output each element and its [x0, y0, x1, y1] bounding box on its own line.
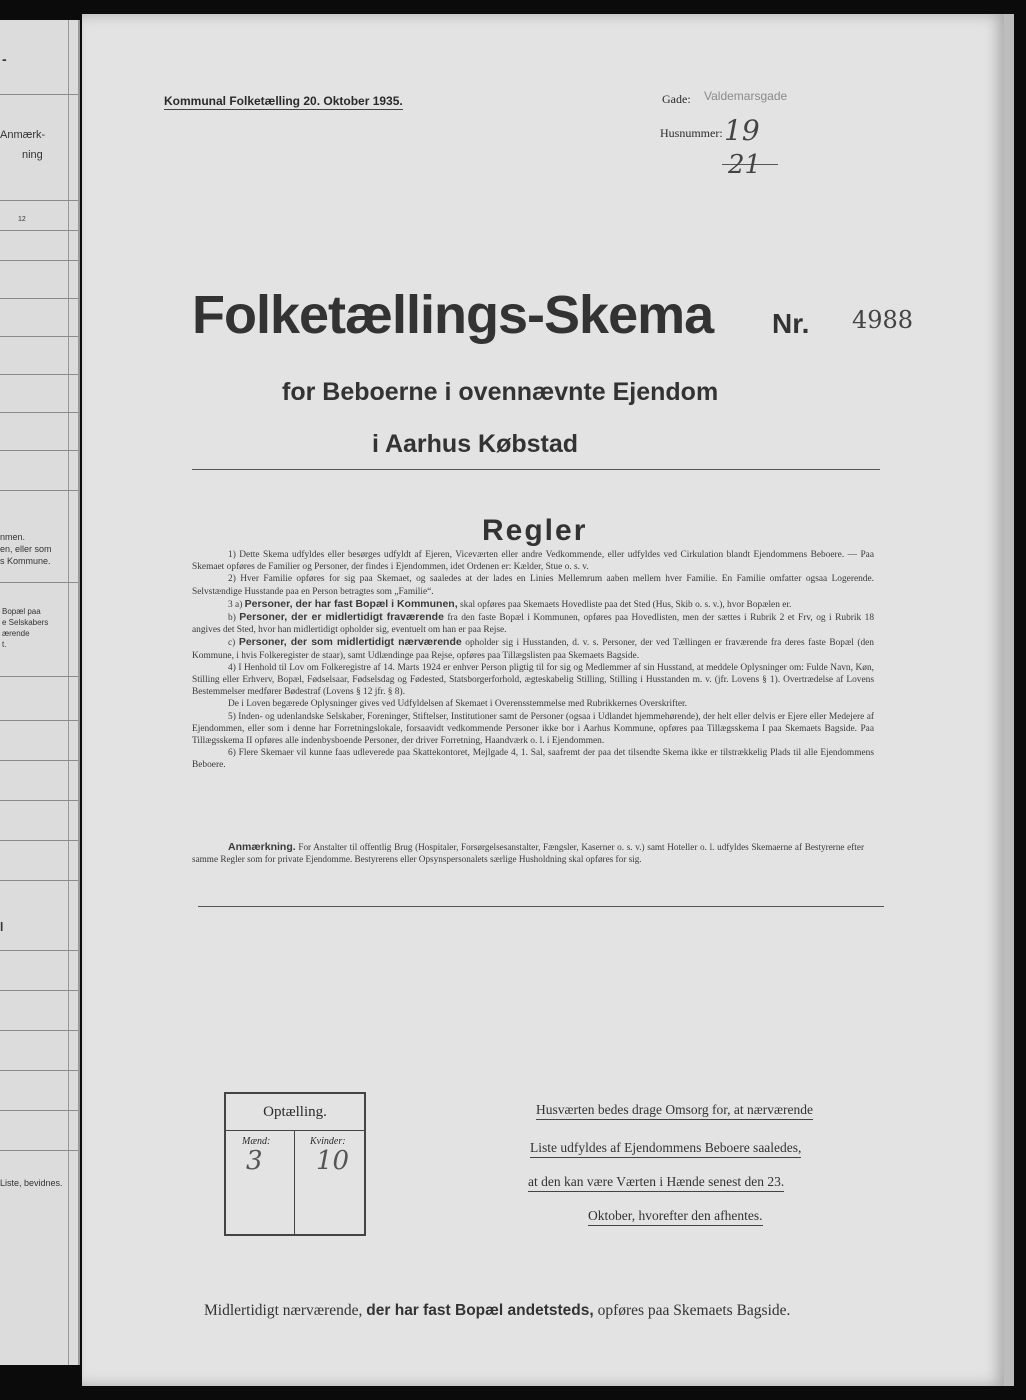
left-rule [0, 336, 78, 337]
rule-paragraph: 6) Flere Skemaer vil kunne faas udleverede paa Skattekontoret, Mejlgade 4, 1. Sal, saafremt der paa det tilsendte Skema ikke er tilstrækkelig Plads til alle Ejendommens Beboere. [192, 748, 874, 771]
left-rule [0, 760, 78, 761]
rule-label: c) [228, 638, 236, 649]
left-fragment: l [0, 920, 4, 934]
left-rule [0, 200, 78, 201]
form-subtitle: for Beboerne i ovennævnte Ejendom [282, 378, 719, 406]
left-rule [0, 230, 78, 231]
left-fragment: en, eller som [0, 544, 52, 554]
form-number-label: Nr. [772, 308, 810, 339]
rule-paragraph: 2) Hver Familie opføres for sig paa Skemaet, og saaledes at der lades en Linies Mellemrum aaben mellem hver Familie. En Familie omfatter ogsaa Logerende. Selvstændige Husstande paa en Person betragtes som „Familie“. [192, 574, 874, 597]
count-box-column-divider [294, 1130, 295, 1234]
house-number-label: Husnummer: [660, 126, 723, 140]
left-rule [0, 1030, 78, 1031]
count-title: Optælling. [263, 1104, 327, 1120]
remark-text: For Anstalter til offentlig Brug (Hospitaler, Forsørgelsesanstalter, Fængsler, Kaserner o. s. v.) samt Hoteller o. l. udfyldes Skemaerne af Bestyrerne efter samme Regler som for private Ejendomme. Bestyrerens eller Opsynspersonalets særlige Husholdning skal opføres for sig. [192, 842, 864, 865]
left-fragment: ærende [2, 629, 30, 638]
left-rule [0, 1070, 78, 1071]
rule-highlight: Personer, der er midlertidigt fraværende [239, 611, 444, 624]
form-number: 4988 [852, 306, 914, 334]
left-rule [0, 950, 78, 951]
landlord-notice-line: at den kan være Værten i Hænde senest den 23. [528, 1174, 784, 1192]
left-remark-heading: Anmærk- [0, 129, 46, 141]
rule-text: opholder sig i Husstanden, d. v. s. Personer, der ved Tællingen er fraværende fra deres faste Bopæl (den Kommune, i hvis Folkeregister de staar), samt Udlændinge paa Rejse, opføres paa Tillægslisten paa Skemaets Bagside. [192, 638, 874, 661]
men-count: 3 [246, 1146, 263, 1176]
left-fragment: e Selskabers [2, 618, 49, 627]
house-number-value: 19 [724, 114, 760, 147]
left-fragment: Bopæl paa [2, 607, 41, 616]
left-rule [0, 1150, 78, 1151]
left-fragment: t. [2, 640, 7, 649]
left-rule [0, 1110, 78, 1111]
rule-paragraph: 1) Dette Skema udfyldes eller besørges udfyldt af Ejeren, Viceværten eller andre Vedkommende, eller udfyldes ved Cirkulation blandt Ejendommens Beboere. — Paa Skemaet opføres de Familier og Personer, der findes i Ejendommen, idet Ordenen er: Kælder, Stue o. s. v. [192, 550, 874, 573]
remark-note [192, 841, 864, 866]
men-label: Mænd: [242, 1136, 271, 1147]
rule-paragraph [192, 598, 874, 611]
rule-text: skal opføres paa Skemaets Hovedliste paa det Sted (Hus, Skib o. s. v.), hvor Bopælen er. [459, 599, 792, 610]
street-label: Gade: [662, 92, 691, 106]
left-rule [0, 450, 78, 451]
count-box-divider [226, 1130, 364, 1131]
landlord-notice-line: Liste udfyldes af Ejendommens Beboere saaledes, [530, 1140, 801, 1158]
rule-text: fra den faste Bopæl i Kommunen, opføres paa Hovedlisten, men der sættes i Rubrik 2 et Frv, og i Rubrik 18 angives det Sted, hvor han midlertidigt opholder sig, eventuelt om han er paa Rejse. [192, 613, 875, 636]
rules-text [192, 549, 874, 772]
rule-paragraph [192, 636, 874, 661]
remark-label: Anmærkning. [228, 841, 296, 853]
landlord-notice-line: Husværten bedes drage Omsorg for, at nærværende [536, 1102, 813, 1120]
left-rule [0, 990, 78, 991]
women-count: 10 [316, 1146, 350, 1176]
rule-highlight: Personer, der som midlertidigt nærværende [238, 636, 462, 649]
women-label: Kvinder: [310, 1136, 346, 1147]
left-fragment: s Kommune. [0, 556, 51, 566]
left-rule [0, 374, 78, 375]
left-rule [0, 490, 78, 491]
form-title: Folketællings-Skema [192, 285, 714, 345]
left-top-mark: - [2, 51, 7, 67]
left-rule [0, 880, 78, 881]
count-box [224, 1092, 366, 1236]
footer-text: Midlertidigt nærværende, [204, 1302, 363, 1319]
page-edge [1004, 14, 1014, 1386]
left-rule [0, 800, 78, 801]
left-rule [0, 260, 78, 261]
left-fragment: nmen. [0, 532, 26, 542]
left-page-fragment [0, 20, 80, 1365]
house-number-value-2: 21 [728, 150, 762, 180]
left-rule [0, 412, 78, 413]
rule-paragraph: De i Loven begærede Oplysninger gives ved Udfyldelsen af Skemaet i Overensstemmelse med Rubrikkernes Overskrifter. [228, 699, 687, 710]
rule-label: b) [228, 613, 236, 624]
rules-heading: Regler [482, 514, 588, 547]
census-heading: Kommunal Folketælling 20. Oktober 1935. [164, 94, 403, 108]
rule-highlight: Personer, der har fast Bopæl i Kommunen, [244, 597, 458, 610]
footer-emphasis: der har fast Bopæl andetsteds, [366, 1302, 594, 1319]
left-rule [0, 720, 78, 721]
street-value: Valdemarsgade [704, 89, 788, 103]
left-rule [0, 676, 78, 677]
landlord-notice-line: Oktober, hvorefter den afhentes. [588, 1208, 763, 1226]
left-page-column-line [68, 20, 69, 1365]
divider-rule [192, 469, 880, 470]
footer-text: opføres paa Skemaets Bagside. [597, 1302, 791, 1319]
form-subtitle-location: i Aarhus Købstad [372, 430, 579, 458]
left-rule [0, 582, 78, 583]
divider-rule [198, 906, 884, 907]
rule-paragraph: 5) Inden- og udenlandske Selskaber, Foreninger, Stiftelser, Institutioner samt de Personer (ogsaa i Udlandet hjemmehørende), der helt eller delvis er Ejere eller Medejere af Ejendommen, eller som i denne har Forretningslokale, forsaavidt vedkommende Personer ikke bor i Aarhus Kommune, opføres paa Tillægsskema I paa Skemaets Bagside. Paa Tillægsskema II opføres alle indenbysboende Personer, der driver Forretning, Haandværk o. l. i Ejendommen. [192, 711, 874, 747]
rule-paragraph: 4) I Henhold til Lov om Folkeregistre af 14. Marts 1924 er enhver Person pligtig til for sig og Medlemmer af sin Husstand, at meddele Oplysninger om: Fulde Navn, Køn, Stilling eller Erhverv, Bopæl, Fødselsaar, Fødselsdag og Fødested, Statsborgerforhold, ægteskabelig Stilling, Stilling i Husstanden m. v. (jfr. Lovens § 1). Overtrædelse af Lovens Bestemmelser medfører Bødestraf (Lovens § 12 jfr. § 8). [192, 662, 874, 698]
left-remark-heading-2: ning [22, 149, 43, 161]
rule-label: 3 a) [228, 599, 243, 610]
left-rule [0, 298, 78, 299]
left-rule [0, 840, 78, 841]
left-fragment: Liste, bevidnes. [0, 1178, 63, 1188]
footer-instruction [204, 1302, 790, 1320]
census-form-page [82, 14, 1006, 1386]
rule-paragraph [192, 611, 874, 636]
left-column-number: 12 [18, 216, 26, 223]
left-rule [0, 94, 78, 95]
